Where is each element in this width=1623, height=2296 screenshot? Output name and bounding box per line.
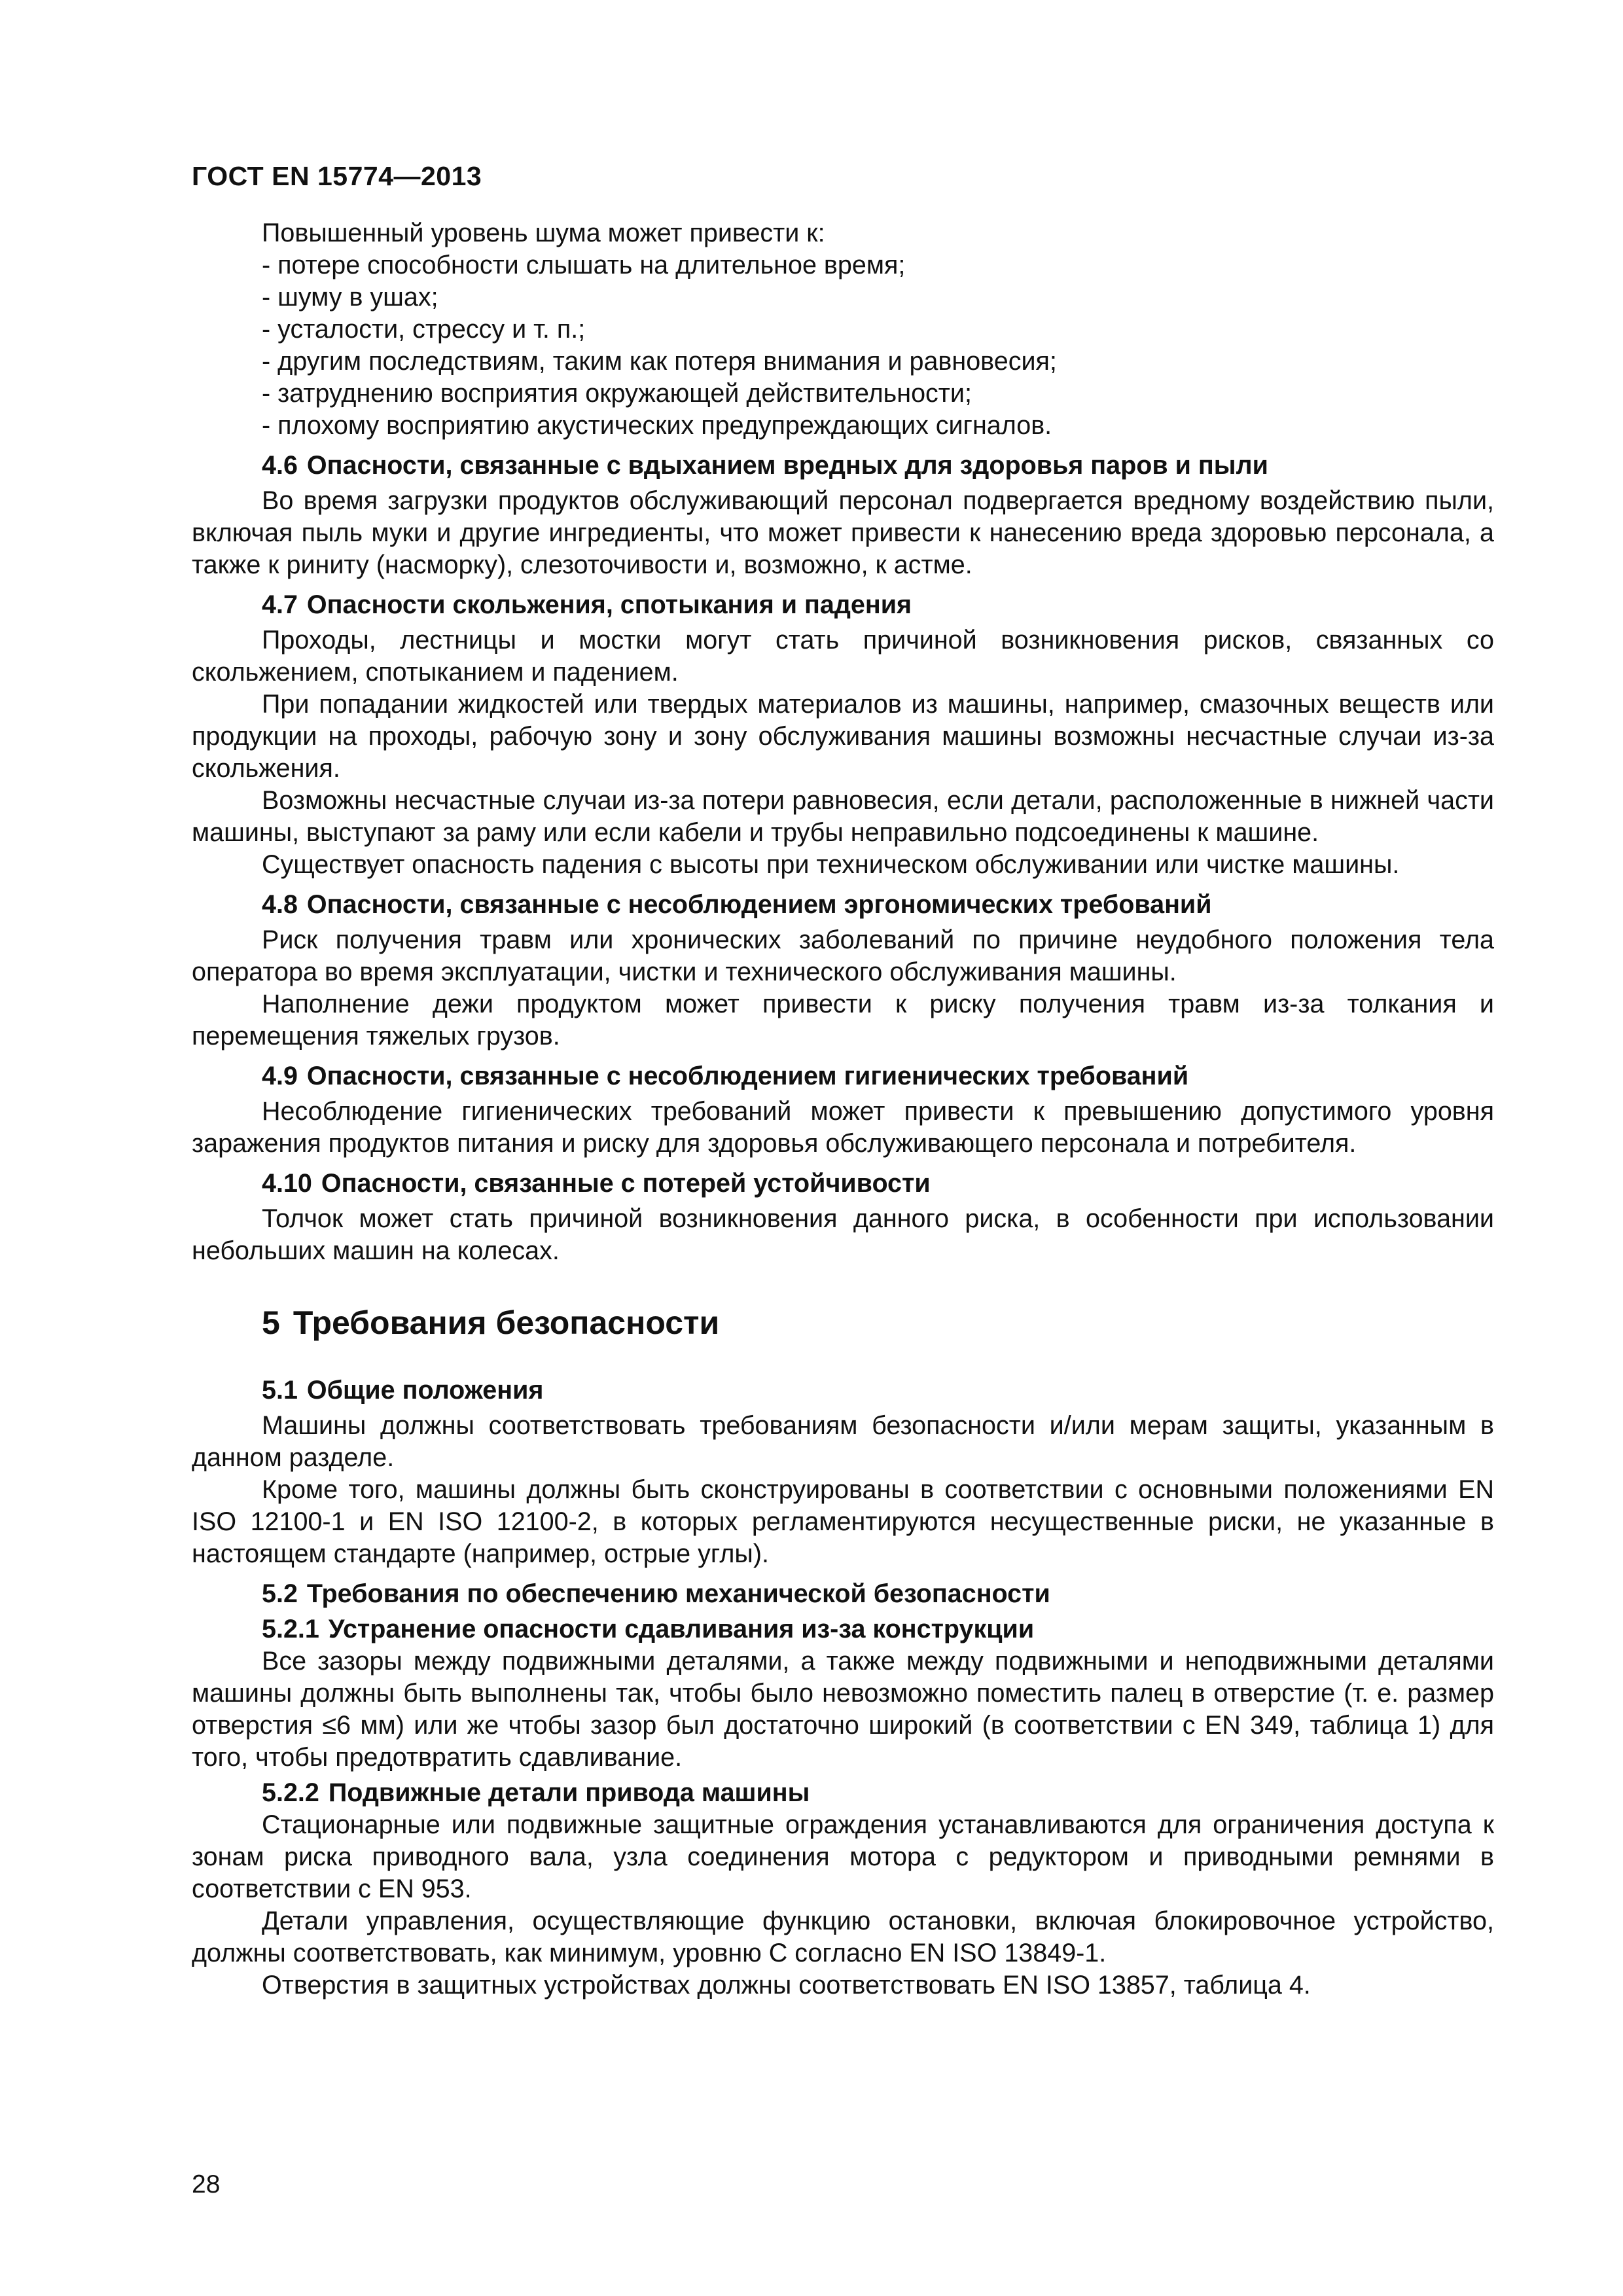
section-number: 4.8 [262, 890, 298, 919]
paragraph: Машины должны соответствовать требованиям безопасности и/или мерам защиты, указанным в данном разделе. [192, 1411, 1494, 1472]
section-heading-5-2 [262, 1578, 1494, 1610]
paragraph: Толчок может стать причиной возникновения данного риска, в особенности при использовании небольших машин на колесах. [192, 1204, 1494, 1265]
paragraph: Отверстия в защитных устройствах должны соответствовать EN ISO 13857, таблица 4. [262, 1971, 1311, 2000]
paragraph: Стационарные или подвижные защитные ограждения устанавливаются для ограничения доступа к зонам риска приводного вала, узла соединения мотора с редуктором и приводными ремнями в соответствии с EN 953. [192, 1810, 1494, 1903]
paragraph: Все зазоры между подвижными деталями, а также между подвижными и неподвижными деталями машины должны быть выполнены так, чтобы было невозможно поместить палец в отверстие (т. е. размер отверстия ≤6 мм) или же чтобы зазор был достаточно широкий (в соответствии с EN 349, таблица 1) для того, чтобы предотвратить сдавливание. [192, 1647, 1494, 1772]
section-title: Опасности, связанные с несоблюдением гигиенических требований [306, 1062, 1189, 1090]
page-content [192, 217, 1494, 2001]
list-item: - потере способности слышать на длительное время; [192, 249, 1494, 281]
document-code-header: ГОСТ EN 15774—2013 [192, 161, 482, 191]
section-heading-4-10 [262, 1168, 1494, 1200]
section-title: Требования безопасности [293, 1304, 720, 1341]
section-number: 5 [262, 1304, 280, 1341]
paragraph: Проходы, лестницы и мостки могут стать причиной возникновения рисков, связанных со скольжением, спотыканием и падением. [192, 626, 1494, 687]
section-number: 5.2.2 [262, 1778, 319, 1807]
section-title: Устранение опасности сдавливания из-за конструкции [328, 1615, 1035, 1643]
section-heading-4-9 [262, 1060, 1494, 1092]
section-title: Опасности, связанные с потерей устойчивости [321, 1169, 931, 1198]
section-title: Общие положения [306, 1376, 544, 1405]
section-heading-5-2-2 [262, 1777, 1494, 1809]
section-heading-5-1 [262, 1374, 1494, 1407]
section-number: 5.1 [262, 1376, 298, 1405]
paragraph: Детали управления, осуществляющие функцию остановки, включая блокировочное устройство, должны соответствовать, как минимум, уровню C согласно EN ISO 13849-1. [192, 1907, 1494, 1967]
list-item: - усталости, стрессу и т. п.; [192, 314, 1494, 346]
section-heading-4-8 [262, 889, 1494, 921]
section-title: Опасности скольжения, спотыкания и падения [306, 590, 912, 619]
section-number: 5.2 [262, 1579, 298, 1608]
paragraph: Во время загрузки продуктов обслуживающий персонал подвергается вредному воздействию пыли, включая пыль муки и другие ингредиенты, что может привести к нанесению вреда здоровью персонала, а также к риниту (насморку), слезоточивости и, возможно, к астме. [192, 486, 1494, 579]
list-item: - шуму в ушах; [192, 281, 1494, 314]
paragraph: Риск получения травм или хронических заболеваний по причине неудобного положения тела оператора во время эксплуатации, чистки и технического обслуживания машины. [192, 925, 1494, 986]
paragraph: Несоблюдение гигиенических требований может привести к превышению допустимого уровня заражения продуктов питания и риску для здоровья обслуживающего персонала и потребителя. [192, 1097, 1494, 1158]
paragraph: Наполнение дежи продуктом может привести к риску получения травм из-за толкания и перемещения тяжелых грузов. [192, 990, 1494, 1050]
paragraph: Существует опасность падения с высоты при техническом обслуживании или чистке машины. [262, 850, 1400, 879]
section-heading-5 [262, 1303, 1494, 1342]
list-item: - другим последствиям, таким как потеря внимания и равновесия; [192, 346, 1494, 378]
section-title: Опасности, связанные с вдыханием вредных для здоровья паров и пыли [306, 451, 1268, 480]
paragraph: Кроме того, машины должны быть сконструированы в соответствии с основными положениями EN ISO 12100-1 и EN ISO 12100-2, в которых регламентируются несущественные риски, не указанные в настоящем стандарте (например, острые углы). [192, 1475, 1494, 1568]
section-number: 4.10 [262, 1169, 312, 1198]
section-number: 5.2.1 [262, 1615, 319, 1643]
section-title: Подвижные детали привода машины [328, 1778, 810, 1807]
list-item: - плохому восприятию акустических предупреждающих сигналов. [192, 410, 1494, 442]
section-number: 4.7 [262, 590, 298, 619]
section-heading-4-6 [262, 450, 1494, 482]
paragraph: Возможны несчастные случаи из-за потери равновесия, если детали, расположенные в нижней части машины, выступают за раму или если кабели и трубы неправильно подсоединены к машине. [192, 786, 1494, 847]
section-title: Опасности, связанные с несоблюдением эргономических требований [306, 890, 1212, 919]
section-number: 4.9 [262, 1062, 298, 1090]
paragraph: При попадании жидкостей или твердых материалов из машины, например, смазочных веществ или продукции на проходы, рабочую зону и зону обслуживания машины возможны несчастные случаи из-за скольжения. [192, 690, 1494, 783]
section-number: 4.6 [262, 451, 298, 480]
section-title: Требования по обеспечению механической безопасности [306, 1579, 1050, 1608]
list-item: - затруднению восприятия окружающей действительности; [192, 378, 1494, 410]
noise-intro-paragraph: Повышенный уровень шума может привести к: [262, 219, 825, 247]
page-number: 28 [192, 2170, 221, 2198]
noise-effects-list [192, 249, 1494, 442]
section-heading-5-2-1 [262, 1613, 1494, 1645]
section-heading-4-7 [262, 589, 1494, 621]
